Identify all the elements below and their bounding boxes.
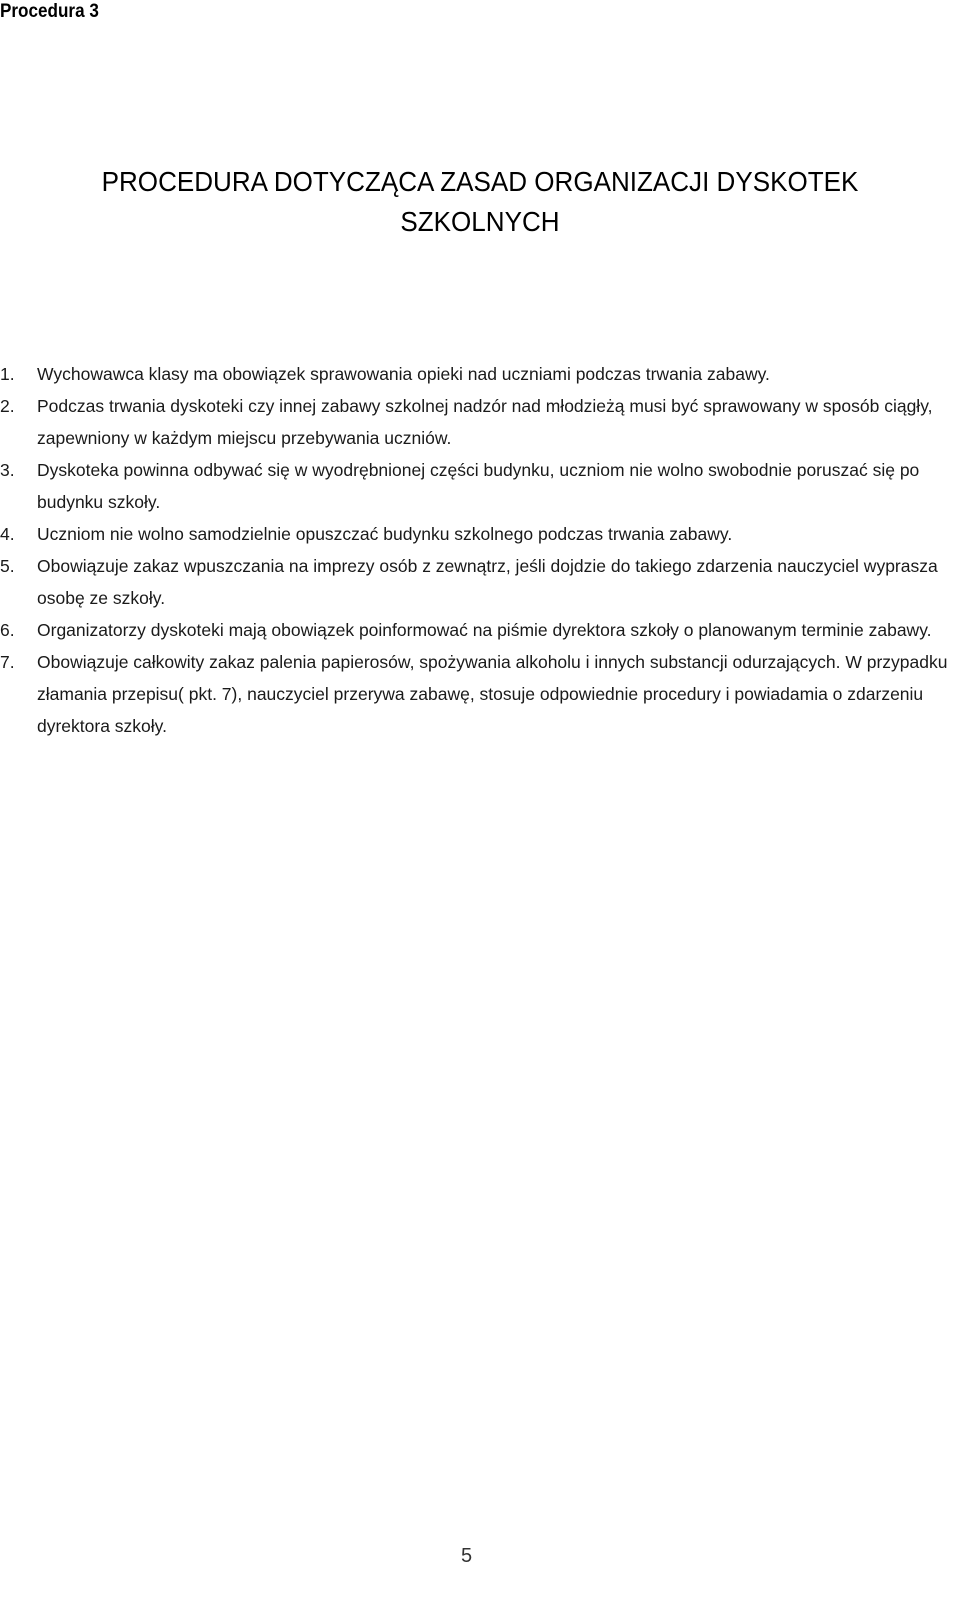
rule-text: Obowiązuje zakaz wpuszczania na imprezy osób z zewnątrz, jeśli dojdzie do takiego zdarzenia nauczyciel wyprasza osobę ze szkoły. xyxy=(37,556,938,608)
rule-text: Podczas trwania dyskoteki czy innej zabawy szkolnej nadzór nad młodzieżą musi być sprawowany w sposób ciągły, zapewniony w każdym miejscu przebywania uczniów. xyxy=(37,396,933,448)
rule-number: 5. xyxy=(0,556,15,576)
rule-item-5 xyxy=(0,550,960,614)
document-title-line-2: SZKOLNYCH xyxy=(400,206,560,237)
rule-item-3 xyxy=(0,454,960,518)
rule-text: Wychowawca klasy ma obowiązek sprawowania opieki nad uczniami podczas trwania zabawy. xyxy=(37,364,770,384)
rule-number: 3. xyxy=(0,460,15,480)
document-title-line-1: PROCEDURA DOTYCZĄCA ZASAD ORGANIZACJI DYSKOTEK xyxy=(101,166,859,197)
procedure-label: Procedura 3 xyxy=(0,1,99,22)
rule-text: Dyskoteka powinna odbywać się w wyodrębnionej części budynku, uczniom nie wolno swobodnie poruszać się po budynku szkoły. xyxy=(37,460,920,512)
rule-item-2 xyxy=(0,390,960,454)
rule-number: 7. xyxy=(0,652,15,672)
rule-number: 4. xyxy=(0,524,15,544)
rule-number: 2. xyxy=(0,396,15,416)
rules-list xyxy=(0,358,960,742)
rule-item-4 xyxy=(0,518,960,550)
rule-number: 6. xyxy=(0,620,15,640)
rule-number: 1. xyxy=(0,364,15,384)
rule-item-1 xyxy=(0,358,960,390)
document-title xyxy=(34,162,927,242)
rule-text: Obowiązuje całkowity zakaz palenia papierosów, spożywania alkoholu i innych substancji odurzających. W przypadku złamania przepisu( pkt. 7), nauczyciel przerywa zabawę, stosuje odpowiednie procedury i powiadamia o zdarzeniu dyrektora szkoły. xyxy=(37,652,948,736)
page-number: 5 xyxy=(460,1545,473,1567)
rule-text: Organizatorzy dyskoteki mają obowiązek poinformować na piśmie dyrektora szkoły o planowanym terminie zabawy. xyxy=(37,620,932,640)
rule-text: Uczniom nie wolno samodzielnie opuszczać budynku szkolnego podczas trwania zabawy. xyxy=(37,524,733,544)
rule-item-7 xyxy=(0,646,960,742)
rule-item-6 xyxy=(0,614,960,646)
